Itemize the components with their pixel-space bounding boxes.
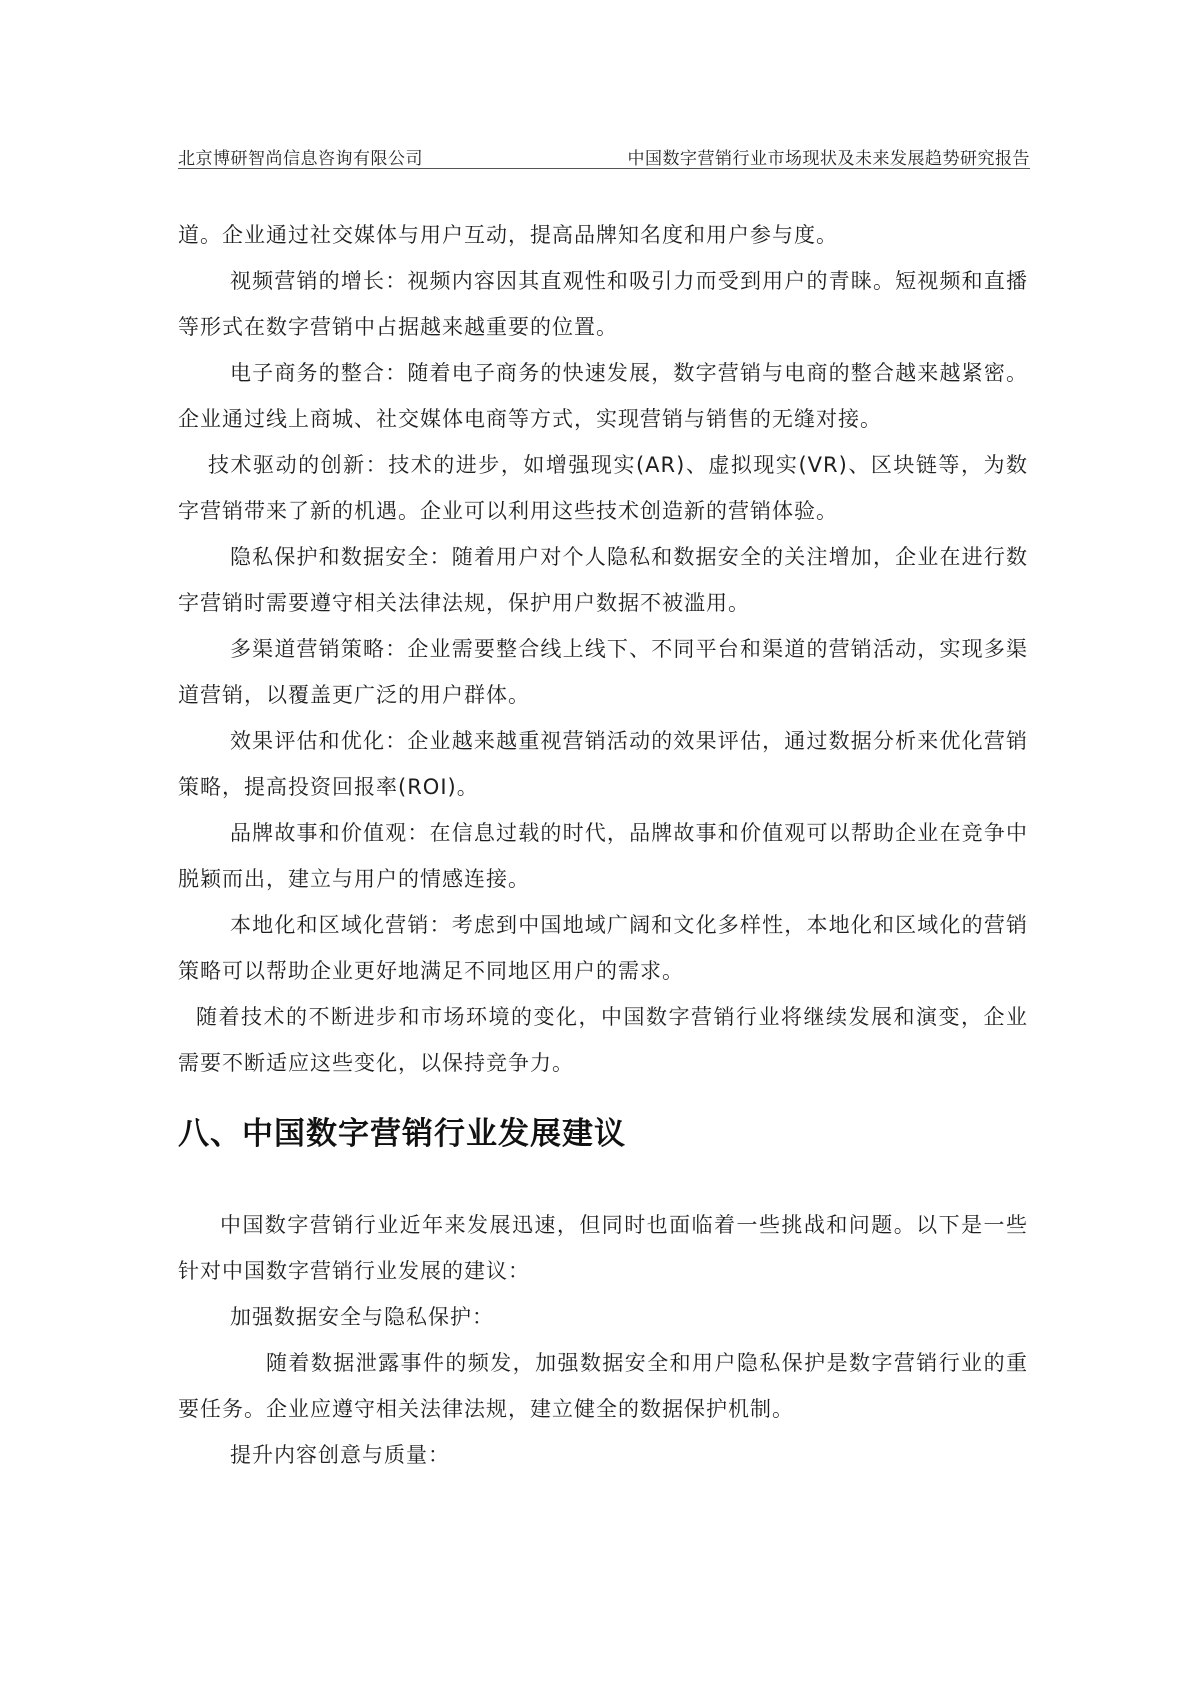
paragraph: 视频营销的增长：视频内容因其直观性和吸引力而受到用户的青睐。短视频和直播等形式在数字营销中占据越来越重要的位置。	[178, 269, 1028, 339]
section-heading: 八、中国数字营销行业发展建议	[178, 1116, 626, 1152]
paragraph: 本地化和区域化营销：考虑到中国地域广阔和文化多样性，本地化和区域化的营销策略可以帮助企业更好地满足不同地区用户的需求。	[178, 913, 1028, 983]
paragraph: 随着技术的不断进步和市场环境的变化，中国数字营销行业将继续发展和演变，企业需要不断适应这些变化，以保持竞争力。	[178, 1005, 1028, 1075]
paragraph: 隐私保护和数据安全：随着用户对个人隐私和数据安全的关注增加，企业在进行数字营销时需要遵守相关法律法规，保护用户数据不被滥用。	[178, 545, 1028, 615]
header-report-title: 中国数字营销行业市场现状及未来发展趋势研究报告	[627, 149, 1030, 169]
paragraph: 电子商务的整合：随着电子商务的快速发展，数字营销与电商的整合越来越紧密。企业通过线上商城、社交媒体电商等方式，实现营销与销售的无缝对接。	[178, 361, 1028, 431]
subheading: 加强数据安全与隐私保护：	[230, 1305, 494, 1329]
paragraph: 中国数字营销行业近年来发展迅速，但同时也面临着一些挑战和问题。以下是一些针对中国数字营销行业发展的建议：	[178, 1213, 1028, 1283]
page-header	[178, 140, 1030, 169]
body-section-eight	[178, 1202, 1028, 1478]
paragraph: 效果评估和优化：企业越来越重视营销活动的效果评估，通过数据分析来优化营销策略，提高投资回报率(ROI)。	[178, 729, 1028, 799]
header-company: 北京博研智尚信息咨询有限公司	[178, 149, 423, 169]
subheading: 提升内容创意与质量：	[230, 1443, 450, 1467]
paragraph: 道。企业通过社交媒体与用户互动，提高品牌知名度和用户参与度。	[178, 223, 838, 247]
paragraph: 多渠道营销策略：企业需要整合线上线下、不同平台和渠道的营销活动，实现多渠道营销，以覆盖更广泛的用户群体。	[178, 637, 1028, 707]
paragraph: 技术驱动的创新：技术的进步，如增强现实(AR)、虚拟现实(VR)、区块链等，为数字营销带来了新的机遇。企业可以利用这些技术创造新的营销体验。	[178, 453, 1028, 523]
body-section-seven	[178, 212, 1028, 1086]
paragraph: 随着数据泄露事件的频发，加强数据安全和用户隐私保护是数字营销行业的重要任务。企业应遵守相关法律法规，建立健全的数据保护机制。	[178, 1351, 1028, 1421]
paragraph: 品牌故事和价值观：在信息过载的时代，品牌故事和价值观可以帮助企业在竞争中脱颖而出，建立与用户的情感连接。	[178, 821, 1028, 891]
